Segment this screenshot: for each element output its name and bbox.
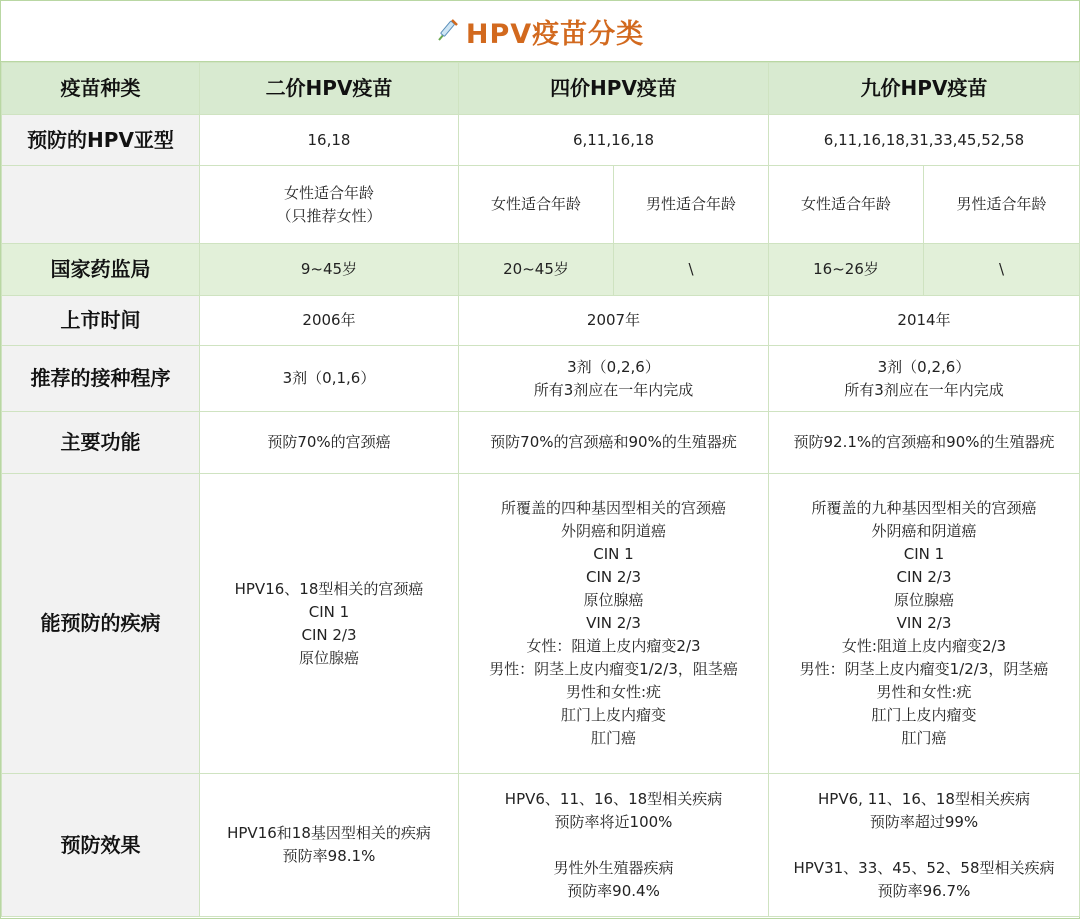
cell-line: HPV6, 11、16、18型相关疾病 [818, 789, 1030, 808]
diseases-nonavalent [769, 474, 1080, 774]
schedule-bivalent: 3剂（0,1,6） [200, 346, 459, 412]
cell-line: HPV31、33、45、52、58型相关疾病 [793, 858, 1055, 877]
cell-line: HPV16和18基因型相关的疾病 [227, 824, 431, 842]
age-bivalent-line2: （只推荐女性） [276, 206, 382, 225]
cell-line: 预防率将近100% [554, 812, 673, 831]
efficacy-nonavalent [769, 774, 1080, 917]
cell-line: VIN 2/3 [586, 614, 641, 632]
launch-quadrivalent: 2007年 [459, 296, 769, 346]
subtypes-row [2, 115, 1080, 166]
cell-line: 外阴癌和阴道癌 [560, 522, 666, 540]
nmpa-quadrivalent-male: \ [614, 244, 769, 296]
age-bivalent-line1: 女性适合年龄 [283, 183, 374, 202]
diseases-bivalent [200, 474, 459, 774]
header-row [2, 63, 1080, 115]
nmpa-quadrivalent-female: 20~45岁 [459, 244, 614, 296]
cell-line: 女性:阻道上皮内瘤变2/3 [841, 637, 1007, 655]
cell-line: 原位腺癌 [893, 591, 954, 609]
schedule-quadrivalent [459, 346, 769, 412]
cell-line: 男性和女性:疣 [565, 683, 662, 701]
syringe-icon [436, 16, 460, 46]
cell-line: 男性：阴茎上皮内瘤变1/2/3，阻茎癌 [489, 660, 738, 678]
launch-nonavalent: 2014年 [769, 296, 1080, 346]
cell-line: CIN 2/3 [301, 625, 357, 644]
cell-line: 外阴癌和阴道癌 [871, 522, 977, 540]
efficacy-quadrivalent [459, 774, 769, 917]
row-label-empty [2, 166, 200, 244]
header-bivalent: 二价HPV疫苗 [200, 63, 459, 115]
cell-line: 肛门上皮内瘤变 [871, 706, 977, 724]
cell-line: CIN 2/3 [585, 568, 642, 586]
function-nonavalent: 预防92.1%的宫颈癌和90%的生殖器疣 [769, 412, 1080, 474]
function-bivalent: 预防70%的宫颈癌 [200, 412, 459, 474]
schedule-nonavalent [769, 346, 1080, 412]
diseases-row [2, 474, 1080, 774]
age-header-row [2, 166, 1080, 244]
title-bar [1, 1, 1079, 62]
subtypes-nonavalent: 6,11,16,18,31,33,45,52,58 [769, 115, 1080, 166]
row-label-subtypes: 预防的HPV亚型 [2, 115, 200, 166]
cell-line: 原位腺癌 [583, 591, 644, 609]
nmpa-bivalent: 9~45岁 [200, 244, 459, 296]
schedule-row [2, 346, 1080, 412]
subtypes-bivalent: 16,18 [200, 115, 459, 166]
nmpa-row [2, 244, 1080, 296]
cell-line: 所覆盖的四种基因型相关的宫颈癌 [500, 499, 726, 517]
age-quadrivalent-male: 男性适合年龄 [614, 166, 769, 244]
cell-line: 肛门上皮内瘤变 [560, 706, 666, 724]
efficacy-row [2, 774, 1080, 917]
age-bivalent [200, 166, 459, 244]
nmpa-nonavalent-male: \ [924, 244, 1080, 296]
launch-bivalent: 2006年 [200, 296, 459, 346]
schedule-nonavalent-line: 所有3剂应在一年内完成 [844, 380, 1004, 399]
line-gap [771, 834, 1077, 857]
cell-line: 男性和女性:疣 [876, 683, 972, 701]
row-label-launch: 上市时间 [2, 296, 200, 346]
cell-line: CIN 1 [308, 602, 350, 621]
cell-line: HPV16、18型相关的宫颈癌 [234, 579, 424, 598]
schedule-nonavalent-line: 3剂（0,2,6） [877, 357, 971, 376]
cell-line: 男性外生殖器疾病 [553, 858, 674, 877]
header-row-label: 疫苗种类 [2, 63, 200, 115]
cell-line: CIN 2/3 [896, 568, 952, 586]
page-title: HPV疫苗分类 [465, 18, 645, 50]
cell-line: CIN 1 [593, 545, 634, 563]
schedule-quadrivalent-line: 3剂（0,2,6） [567, 357, 660, 376]
line-gap [461, 834, 766, 857]
cell-line: 预防率超过99% [869, 812, 979, 831]
cell-line: HPV6、11、16、18型相关疾病 [504, 789, 723, 808]
schedule-quadrivalent-line: 所有3剂应在一年内完成 [533, 380, 694, 399]
header-quadrivalent: 四价HPV疫苗 [459, 63, 769, 115]
cell-line: 女性：阻道上皮内瘤变2/3 [526, 637, 701, 655]
subtypes-quadrivalent: 6,11,16,18 [459, 115, 769, 166]
row-label-diseases: 能预防的疾病 [2, 474, 200, 774]
cell-line: 所覆盖的九种基因型相关的宫颈癌 [811, 499, 1037, 517]
launch-row [2, 296, 1080, 346]
vaccine-comparison-table [1, 62, 1080, 917]
row-label-nmpa: 国家药监局 [2, 244, 200, 296]
age-nonavalent-female: 女性适合年龄 [769, 166, 924, 244]
efficacy-bivalent [200, 774, 459, 917]
cell-line: 男性：阴茎上皮内瘤变1/2/3，阴茎癌 [799, 660, 1049, 678]
row-label-function: 主要功能 [2, 412, 200, 474]
nmpa-nonavalent-female: 16~26岁 [769, 244, 924, 296]
age-nonavalent-male: 男性适合年龄 [924, 166, 1080, 244]
cell-line: 原位腺癌 [298, 648, 359, 667]
cell-line: CIN 1 [903, 545, 945, 563]
cell-line: 预防率90.4% [567, 881, 660, 900]
row-label-schedule: 推荐的接种程序 [2, 346, 200, 412]
cell-line: 肛门癌 [590, 729, 636, 747]
cell-line: 肛门癌 [901, 729, 947, 747]
cell-line: 预防率98.1% [282, 847, 376, 865]
header-nonavalent: 九价HPV疫苗 [769, 63, 1080, 115]
function-quadrivalent: 预防70%的宫颈癌和90%的生殖器疣 [459, 412, 769, 474]
age-quadrivalent-female: 女性适合年龄 [459, 166, 614, 244]
row-label-efficacy: 预防效果 [2, 774, 200, 917]
cell-line: VIN 2/3 [896, 614, 952, 632]
cell-line: 预防率96.7% [877, 881, 971, 900]
diseases-quadrivalent [459, 474, 769, 774]
function-row [2, 412, 1080, 474]
